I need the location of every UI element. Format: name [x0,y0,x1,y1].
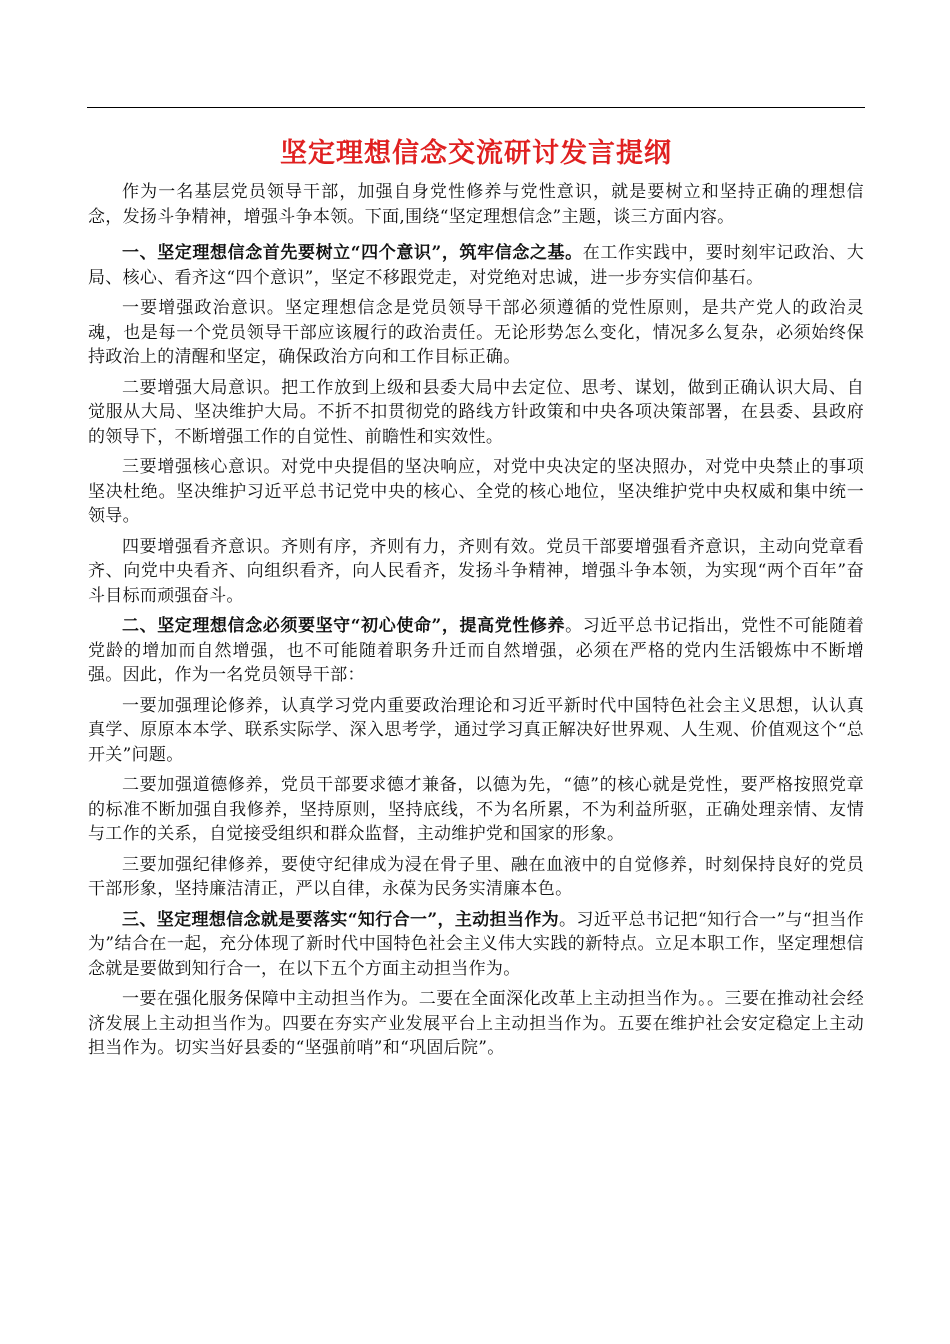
section-1-lead-paragraph [88,241,864,290]
section-2-lead: 。习近平总书记指出，党性不可能随着党龄的增加而自然增强，也不可能随着职务升迁而自然增强，必须在严格的党内生活锻炼中不断增强。因此，作为一名党员领导干部： [88,616,864,685]
header-rule [87,107,865,108]
section-3-lead-paragraph [88,908,864,982]
section-2-lead-paragraph [88,614,864,688]
section-1-paragraph: 一要增强政治意识。坚定理想信念是党员领导干部必须遵循的党性原则，是共产党人的政治灵魂，也是每一个党员领导干部应该履行的政治责任。无论形势怎么变化，情况多么复杂，必须始终保持政治上的清醒和坚定，确保政治方向和工作目标正确。 [88,298,864,367]
section-2-paragraph: 二要加强道德修养，党员干部要求德才兼备，以德为先，“德”的核心就是党性，要严格按照党章的标准不断加强自我修养，坚持原则，坚持底线，不为名所累，不为利益所驱，正确处理亲情、友情与工作的关系，自觉接受组织和群众监督，主动维护党和国家的形象。 [88,775,864,844]
section-2-heading: 二、坚定理想信念必须要坚守“初心使命”，提高党性修养 [122,616,566,636]
section-1-heading: 一、坚定理想信念首先要树立“四个意识”，筑牢信念之基。 [122,243,583,263]
section-3-paragraph: 一要在强化服务保障中主动担当作为。二要在全面深化改革上主动担当作为。。三要在推动社会经济发展上主动担当作为。四要在夯实产业发展平台上主动担当作为。五要在维护社会安定稳定上主动担当作为。切实当好县委的“坚强前哨”和“巩固后院”。 [88,989,864,1058]
section-1-lead: 在工作实践中，要时刻牢记政治、大局、核心、看齐这“四个意识”，坚定不移跟党走，对党绝对忠诚，进一步夯实信仰基石。 [88,243,864,288]
document-title: 坚定理想信念交流研讨发言提纲 [280,138,672,169]
document-body [88,180,864,1067]
intro-paragraph: 作为一名基层党员领导干部，加强自身党性修养与党性意识，就是要树立和坚持正确的理想信念，发扬斗争精神，增强斗争本领。下面,围绕“坚定理想信念”主题，谈三方面内容。 [88,182,864,227]
section-1-paragraph: 二要增强大局意识。把工作放到上级和县委大局中去定位、思考、谋划，做到正确认识大局、自觉服从大局、坚决维护大局。不折不扣贯彻党的路线方针政策和中央各项决策部署，在县委、县政府的领导下，不断增强工作的自觉性、前瞻性和实效性。 [88,377,864,447]
section-3-lead: 。习近平总书记把“知行合一”与“担当作为”结合在一起，充分体现了新时代中国特色社会主义伟大实践的新特点。立足本职工作，坚定理想信念就是要做到知行合一，在以下五个方面主动担当作为。 [88,909,864,979]
section-1-paragraph: 三要增强核心意识。对党中央提倡的坚决响应，对党中央决定的坚决照办，对党中央禁止的事项坚决杜绝。坚决维护习近平总书记党中央的核心、全党的核心地位，坚决维护党中央权威和集中统一领导。 [88,457,864,526]
section-2-paragraph: 三要加强纪律修养，要使守纪律成为浸在骨子里、融在血液中的自觉修养，时刻保持良好的党员干部形象，坚持廉洁清正，严以自律，永葆为民务实清廉本色。 [88,854,864,899]
section-1-paragraph: 四要增强看齐意识。齐则有序，齐则有力，齐则有效。党员干部要增强看齐意识，主动向党章看齐、向党中央看齐、向组织看齐，向人民看齐，发扬斗争精神，增强斗争本领，为实现“两个百年”奋斗目标而顽强奋斗。 [88,536,864,606]
section-2-paragraph: 一要加强理论修养，认真学习党内重要政治理论和习近平新时代中国特色社会主义思想，认认真真学、原原本本学、联系实际学、深入思考学，通过学习真正解决好世界观、人生观、价值观这个“总开关”问题。 [88,695,864,765]
section-3-heading: 三、坚定理想信念就是要落实“知行合一”，主动担当作为 [122,909,560,930]
